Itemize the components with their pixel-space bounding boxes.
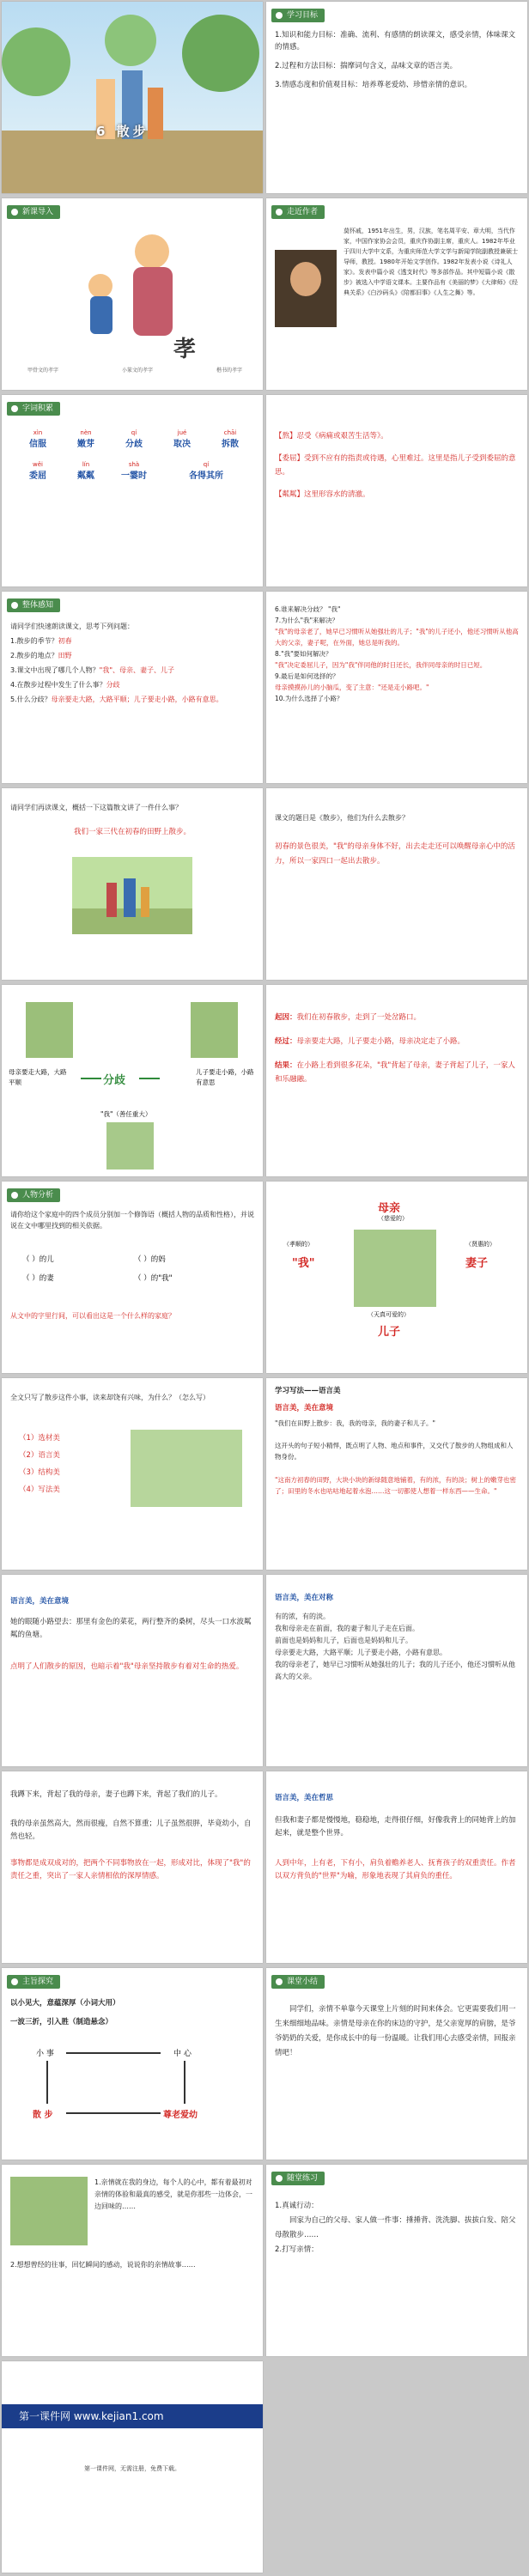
sentence: 前面也是妈妈和儿子，后面也是妈妈和儿子。 <box>275 1637 412 1644</box>
family-walk-image <box>2 2 263 193</box>
me-label: "我"（善任重大） <box>100 1110 152 1118</box>
slide-reflection <box>2 2165 263 2356</box>
definition-item: 【熬】忍受《病痛或艰苦生活等》。 <box>275 432 388 440</box>
slide-why-interesting <box>2 1378 263 1570</box>
body-quote: "这南方初春的田野，大块小块的新绿随意地铺着，有的浓，有的淡；树上的嫩芽也密了；田里的冬水也咕咕地起着水泡……这一切都使人想着一样东西——生命。" <box>275 1476 516 1495</box>
goal-item: 2.过程和方法目标：揣摩词句含义，品味文章的语言美。 <box>275 62 458 70</box>
section-tag: 课堂小结 <box>271 1975 325 1989</box>
slide-overview <box>2 592 263 783</box>
practice-item: 回家为自己的父母、家人做一件事：捶捶背、洗洗脚、拔拔白发、陪父母散散步…… <box>275 2216 516 2239</box>
paragraph-analysis: 人到中年，上有老，下有小，肩负着赡养老人、抚育孩子的双重责任。作者以双方背负的"世界"为喻，形象地表现了其肩负的重任。 <box>275 1859 516 1880</box>
question: 全文只写了散步这件小事，读来却饶有兴味，为什么？（怎么写） <box>10 1394 210 1401</box>
paragraph-analysis: 点明了人们散步的原因，也暗示着"我"母亲坚持散步有着对生命的热爱。 <box>10 1662 244 1671</box>
option: （3）结构美 <box>19 1468 60 1477</box>
footer-note: 第一课件网，无需注册，免费下载。 <box>84 2465 180 2472</box>
line: "我"决定委屈儿子，因为"我"伴同他的时日还长，我伴同母亲的时日已短。 <box>275 661 487 669</box>
char-label: 楷书的孝字 <box>216 368 242 374</box>
slide-heading: 学习写法——语言美 <box>275 1387 341 1395</box>
word-item: qí 分歧 <box>125 429 143 449</box>
sub-heading: 语言美，美在对称 <box>275 1594 334 1602</box>
slide-title <box>2 2 263 193</box>
char-label: 甲骨文的孝字 <box>27 368 59 374</box>
sub-heading: 语言美，美在意境 <box>10 1597 70 1606</box>
line: 10.为什么选择了小路？ <box>275 695 344 702</box>
slide-philosophy <box>266 1771 527 1963</box>
reflection-item: 1.亲情就在我的身边，每个人的心中，都有着最初对亲情的体验和最真的感受，就是你那些一边体会，一边回味的…… <box>94 2178 252 2210</box>
option: （2）语言美 <box>19 1451 60 1460</box>
body: 这开头的句子短小精悍，既点明了人物、地点和事件，又交代了散步的人物组成和人物身份。 <box>275 1442 514 1461</box>
sentence: 我的母亲老了，她早已习惯听从她强壮的儿子；我的儿子还小，他还习惯听从他高大的父亲。 <box>275 1661 515 1680</box>
slide-scene <box>2 1575 263 1766</box>
reflection-item: 2.想想曾经的往事，回忆瞬间的感动，说说你的亲情故事…… <box>10 2261 196 2269</box>
theme-sub: 一波三折，引入胜（制造悬念） <box>10 2018 113 2026</box>
goal-item: 3.情感态度和价值观目标：培养尊老爱幼、珍惜亲情的意识。 <box>275 81 472 89</box>
option-list <box>19 1430 60 1498</box>
line: 7.为什么"我"来解决？ <box>275 617 339 624</box>
paragraph: 我蹲下来，背起了我的母亲，妻子也蹲下来，背起了我们的儿子。 <box>10 1790 222 1799</box>
section-tag: 整体感知 <box>7 598 60 612</box>
family-image <box>72 857 192 934</box>
slide-summary <box>266 1968 527 2160</box>
word-item: qí 各得其所 <box>189 461 223 481</box>
family-image <box>10 2177 88 2245</box>
section-tag: 学习目标 <box>271 9 325 22</box>
mother-label: 母亲 <box>378 1202 401 1215</box>
qa-item: 4.在散步过程中发生了什么事？分歧 <box>10 681 120 689</box>
word-item: wěi 委屈 <box>29 461 46 481</box>
line: 9.最后是如何选择的？ <box>275 672 339 680</box>
grandma-child-image <box>49 226 221 346</box>
line: "我"的母亲老了，她早已习惯听从她强壮的儿子；"我"的儿子还小，他还习惯听从他高大的父亲，妻子呢，在外面，她总是听我的。 <box>275 628 519 647</box>
seal-char: 孝 <box>173 337 197 362</box>
me-label: "我" <box>292 1257 315 1270</box>
plot-item: 经过：母亲要走大路，儿子要走小路，母亲决定走了小路。 <box>275 1037 465 1046</box>
sentence: 有的浓，有的淡。 <box>275 1613 330 1620</box>
slide-divergence <box>2 985 263 1176</box>
section-tag: 走近作者 <box>271 205 325 219</box>
me-image <box>106 1122 154 1170</box>
practice-item: 1.真诚行动： <box>275 2202 319 2210</box>
divergence-label: 分歧 <box>103 1074 126 1087</box>
paragraph-analysis: 事物都是成双成对的，把两个不同事物放在一起，形成对比，体现了"我"的责任之重，突出了一家人亲情相依的深厚情感。 <box>10 1859 251 1880</box>
slide-questions-2 <box>266 592 527 783</box>
definition-item: 【粼粼】这里形容水的清澈。 <box>275 490 370 499</box>
word-item: jué 取决 <box>173 429 191 449</box>
sub-heading: 语言美，美在意境 <box>275 1404 334 1413</box>
slide-character-map <box>266 1182 527 1373</box>
author-photo <box>275 250 337 327</box>
answer: 我们一家三代在初春的田野上散步。 <box>73 828 191 836</box>
question: 课文的题目是《散步》，他们为什么去散步？ <box>275 814 409 822</box>
answer: 初春的景色很美，"我"的母亲身体不好，出去走走还可以唤醒母亲心中的活力，所以一家四口一起出去散步。 <box>275 842 515 866</box>
section-tag: 字词积累 <box>7 402 60 416</box>
node-walk: 散 步 <box>33 2111 53 2120</box>
blank: （ ）的儿 <box>22 1255 54 1264</box>
slide-intro <box>2 198 263 390</box>
paragraph: 我的母亲虽然高大，然而很瘦，自然不算重；儿子虽然很胖，毕竟幼小，自然也轻。 <box>10 1820 252 1841</box>
son-image <box>191 1002 238 1058</box>
blank: （ ）的妈 <box>134 1255 166 1264</box>
slide-summary-q <box>2 788 263 980</box>
question: 请你给这个家庭中的四个成员分别加一个修饰语（概括人物的品质和性格），并说说在文中哪里找到的相关依据。 <box>10 1211 254 1230</box>
mother-image <box>26 1002 73 1058</box>
theme-title: 以小见大，意蕴深厚（小词大用） <box>10 1999 120 2008</box>
slide-definitions <box>266 395 527 586</box>
wife-trait: （贤惠的） <box>465 1241 496 1248</box>
char-labels <box>27 366 242 374</box>
node-respect: 尊老爱幼 <box>163 2111 198 2120</box>
right-label: 儿子要走小路，小路有意思 <box>196 1068 254 1086</box>
slide-words <box>2 395 263 586</box>
slide-plot <box>266 985 527 1176</box>
mother-trait: （慈爱的） <box>378 1215 408 1222</box>
family-image <box>354 1230 436 1307</box>
blank: （ ）的妻 <box>22 1274 54 1283</box>
slide-characters <box>2 1182 263 1373</box>
slide-why-walk <box>266 788 527 980</box>
paragraph: 但我和妻子都是慢慢地，稳稳地，走得很仔细，好像我背上的同她背上的加起来，就是整个世界。 <box>275 1816 516 1838</box>
goal-item: 1.知识和能力目标：准确、流利、有感情的朗读课文，感受亲情，体味课文的情感。 <box>275 31 516 52</box>
plot-item: 起因：我们在初春散步，走到了一处岔路口。 <box>275 1013 422 1022</box>
author-bio: 莫怀戚，1951年出生，男，汉族，笔名周平安、章大明，当代作家，中国作家协会会员，重庆作协副主席，重庆人。1982年毕业于四川大学中文系，为重庆师范大学文学与新闻学院副教授兼硕士导师，教授。1980年开始文学创作。1982年发表小说《诗礼人家》。发表中篇小说《透支时代》等多部作品。其中短篇小说《散步》被选入中学语文课本。主要作品有《美丽的梦》《大律师》《经典关系》《白沙码头》《陪都旧事》《人生之舞》等。 <box>344 228 518 296</box>
slide-theme <box>2 1968 263 2160</box>
qa-item: 5.什么分歧？母亲要走大路，大路平顺；儿子要走小路，小路有意思。 <box>10 696 223 703</box>
option: （4）写法美 <box>19 1485 60 1494</box>
family-image <box>131 1430 242 1507</box>
option: （1）选材美 <box>19 1434 60 1443</box>
node-small-event: 小 事 <box>36 2050 54 2058</box>
slide-author <box>266 198 527 390</box>
section-tag: 人物分析 <box>7 1188 60 1202</box>
son-label: 儿子 <box>378 1326 401 1339</box>
blank-grid <box>22 1254 246 1283</box>
quote: "我们在田野上散步：我，我的母亲，我的妻子和儿子。" <box>275 1419 435 1427</box>
node-center: 中 心 <box>173 2050 192 2058</box>
word-item: xìn 信服 <box>29 429 46 449</box>
left-label: 母亲要走大路，大路平顺 <box>9 1068 67 1086</box>
qa-item: 1.散步的季节？初春 <box>10 637 72 645</box>
footer-question: 从文中的字里行间，可以看出这是一个什么样的家庭？ <box>10 1312 175 1320</box>
brand-banner[interactable]: 第一课件网 www.kejian1.com <box>2 2404 263 2428</box>
practice-item: 2.打写亲情： <box>275 2245 319 2254</box>
section-tag: 新课导入 <box>7 205 60 219</box>
line: 母亲摸摸孙儿的小脑瓜，变了主意："还是走小路吧。" <box>275 683 429 691</box>
son-trait: （天真可爱的） <box>368 1311 410 1318</box>
paragraph: 她的眼随小路望去：那里有金色的菜花，两行整齐的桑树，尽头一口水波粼粼的鱼塘。 <box>10 1618 252 1639</box>
definition-item: 【委屈】受到不应有的指责或待遇，心里难过。这里是指儿子受到委屈的意思。 <box>275 454 516 477</box>
section-tag: 随堂练习 <box>271 2172 325 2185</box>
word-item: shà 一霎时 <box>121 461 147 481</box>
line: 8."我"要如何解决？ <box>275 650 332 658</box>
plot-list <box>275 1011 519 1086</box>
word-grid <box>14 429 254 481</box>
definition-list <box>275 429 519 501</box>
question-list <box>275 604 519 704</box>
slide-symmetry <box>266 1575 527 1766</box>
wife-label: 妻子 <box>465 1257 489 1270</box>
word-item: nèn 嫩芽 <box>77 429 94 449</box>
summary-text: 同学们，亲情不单靠今天课堂上片刻的时间来体会。它更需要我们用一生来细细地品味。亲情是母亲在你的床边的守护，是父亲宽厚的肩膀，是爷爷奶奶的关爱，是你成长中的每一份温暖。让我们用心去感受亲情，回报亲情吧！ <box>275 2005 516 2057</box>
question-list <box>10 619 254 707</box>
question: 请同学们再读课文，概括一下这篇散文讲了一件什么事？ <box>10 804 182 811</box>
intro-text: 请同学们快速朗读课文，思考下列问题： <box>10 623 134 630</box>
line: 6.谁来解决分歧？ "我" <box>275 605 341 613</box>
section-tag: 主旨探究 <box>7 1975 60 1989</box>
slide-practice <box>266 2165 527 2356</box>
plot-item: 结果：在小路上看到很多花朵，"我"背起了母亲，妻子背起了儿子，一家人和乐融融。 <box>275 1061 515 1084</box>
slide-contrast <box>2 1771 263 1963</box>
lesson-title: 6 散步 <box>96 124 149 139</box>
sentence-list <box>275 1611 519 1683</box>
qa-item: 2.散步的地点？田野 <box>10 652 72 659</box>
slide-language <box>266 1378 527 1570</box>
slide-goals <box>266 2 527 193</box>
sub-heading: 语言美，美在哲思 <box>275 1794 334 1802</box>
sentence: 母亲要走大路，大路平顺；儿子要走小路，小路有意思。 <box>275 1649 447 1656</box>
char-label: 小篆文的孝字 <box>121 368 153 374</box>
practice-list <box>275 2199 519 2257</box>
footer-card <box>2 2361 263 2573</box>
qa-item: 3.课文中出现了哪几个人物？"我"、母亲、妻子、儿子 <box>10 666 174 674</box>
sentence: 我和母亲走在前面，我的妻子和儿子走在后面。 <box>275 1625 419 1632</box>
blank: （ ）的"我" <box>134 1274 173 1283</box>
word-item: lín 粼粼 <box>77 461 94 481</box>
me-trait: （孝顺的） <box>283 1241 313 1248</box>
word-item: chāi 拆散 <box>222 429 239 449</box>
goal-list <box>275 29 519 91</box>
